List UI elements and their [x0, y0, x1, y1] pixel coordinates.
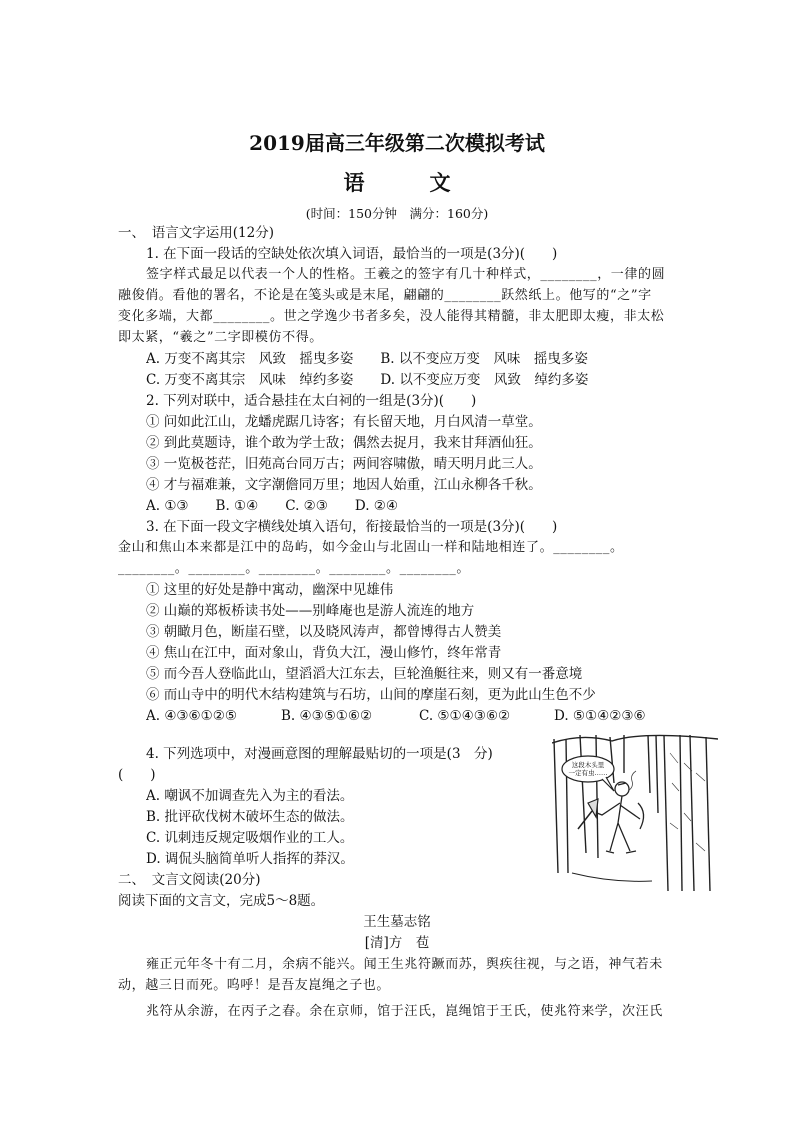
q3-item: ① 这里的好处是静中寓动，幽深中见雄伟 — [146, 582, 394, 598]
subject-title: 语 文 — [343, 170, 473, 195]
q3-passage-line: 金山和焦山本来都是江中的岛屿，如今金山与北固山一样和陆地相连了。________。 — [118, 540, 624, 555]
article-author: [清]方 苞 — [364, 935, 430, 951]
q3-passage-line: ________。________。________。________。________。 — [118, 561, 470, 576]
section2-intro: 阅读下面的文言文，完成5～8题。 — [118, 893, 325, 909]
q3-item: ⑤ 而今吾人登临此山，望滔滔大江东去，巨轮渔艇往来，则又有一番意境 — [146, 666, 583, 682]
section1-heading: 一、 语言文字运用(12分) — [118, 225, 274, 241]
q3-item: ③ 朝瞰月色，断崖石壁，以及晓风涛声，都曾博得古人赞美 — [146, 624, 502, 640]
q2-options: A. ①③ B. ①④ C. ②③ D. ②④ — [146, 498, 399, 514]
q3-option-b: B. ④③⑤①⑥② — [281, 708, 373, 724]
q3-item: ④ 焦山在江中，面对象山，背负大江，漫山修竹，终年常青 — [146, 645, 502, 661]
article-paragraph-line: 兆符从余游，在丙子之春。余在京师，馆于汪氏，崑绳馆于王氏，使兆符来学，次汪氏 — [146, 1004, 663, 1019]
q3-item: ② 山巅的郑板桥读书处——别峰庵也是游人流连的地方 — [146, 603, 475, 619]
article-title: 王生墓志铭 — [363, 914, 431, 930]
cartoon-caption: 这段木头里 — [571, 761, 605, 769]
q2-item: ② 到此莫题诗，谁个敢为学士敌；偶然去捉月，我来甘拜酒仙狂。 — [146, 435, 542, 451]
q3-option-d: D. ⑤①④②③⑥ — [554, 708, 646, 724]
q1-passage-line: 融俊俏。看他的署名，不论是在笺头或是末尾，翩翩的________跃然纸上。他写的“之”字 — [118, 288, 652, 303]
q1-passage-line: 即太紧，“羲之”二字即模仿不得。 — [118, 330, 323, 345]
svg-text:一定有虫……: 一定有虫…… — [568, 769, 608, 777]
q1-option-row: A. 万变不离其宗 风致 摇曳多姿 B. 以不变应万变 风味 摇曳多姿 — [146, 351, 588, 367]
q1-passage-line: 签字样式最足以代表一个人的性格。王羲之的签字有几十种样式，________，一律的圆 — [146, 267, 666, 282]
q2-item: ① 问如此江山，龙蟠虎踞几诗客；有长留天地，月白风清一草堂。 — [146, 414, 542, 430]
article-paragraph-line: 雍正元年冬十有二月，余病不能兴。闻王生兆符蹶而苏，舆疾往视，与之语，神气若未 — [146, 957, 663, 972]
q4-option: B. 批评砍伐树木破坏生态的做法。 — [146, 809, 354, 825]
q4-option: A. 嘲讽不加调查先入为主的看法。 — [146, 788, 354, 804]
article-paragraph-line: 动，越三日而死。呜呼！是吾友崑绳之子也。 — [118, 978, 391, 993]
q4-answer-paren: ( ) — [118, 767, 156, 783]
time-info: (时间：150分钟 满分：160分) — [305, 206, 489, 221]
q2-stem: 2. 下列对联中，适合悬挂在太白祠的一组是(3分)( ) — [146, 393, 477, 409]
q3-option-a: A. ④③⑥①②⑤ — [146, 708, 237, 724]
q1-stem: 1. 在下面一段话的空缺处依次填入词语，最恰当的一项是(3分)( ) — [146, 246, 558, 262]
q2-item: ③ 一览极苍茫，旧苑高台同万古；两间容啸傲，晴天明月此三人。 — [146, 456, 542, 472]
cartoon-illustration — [552, 733, 718, 893]
q2-item: ④ 才与福难兼，文字潮儋同万里；地因人始重，江山永柳各千秋。 — [146, 477, 542, 493]
q4-option: D. 调侃头脑简单听人指挥的莽汉。 — [146, 851, 354, 867]
section2-heading: 二、 文言文阅读(20分) — [118, 872, 261, 888]
q1-passage-line: 变化多端，大都________。世之学逸少书者多矣，没人能得其精髓，非太肥即太瘦，非太松 — [118, 309, 665, 324]
q4-stem: 4. 下列选项中，对漫画意图的理解最贴切的一项是(3 分) — [146, 746, 493, 762]
q3-stem: 3. 在下面一段文字横线处填入语句，衔接最恰当的一项是(3分)( ) — [146, 519, 558, 535]
q3-options — [146, 706, 686, 726]
exam-title: 2019届高三年级第二次模拟考试 — [249, 131, 545, 155]
q4-option: C. 讥刺违反规定吸烟作业的工人。 — [146, 830, 354, 846]
q3-option-c: C. ⑤①④③⑥② — [419, 708, 511, 724]
q1-option-row: C. 万变不离其宗 风味 绰约多姿 D. 以不变应万变 风致 绰约多姿 — [146, 372, 589, 388]
q3-item: ⑥ 而山寺中的明代木结构建筑与石坊，山间的摩崖石刻，更为此山生色不少 — [146, 687, 596, 703]
